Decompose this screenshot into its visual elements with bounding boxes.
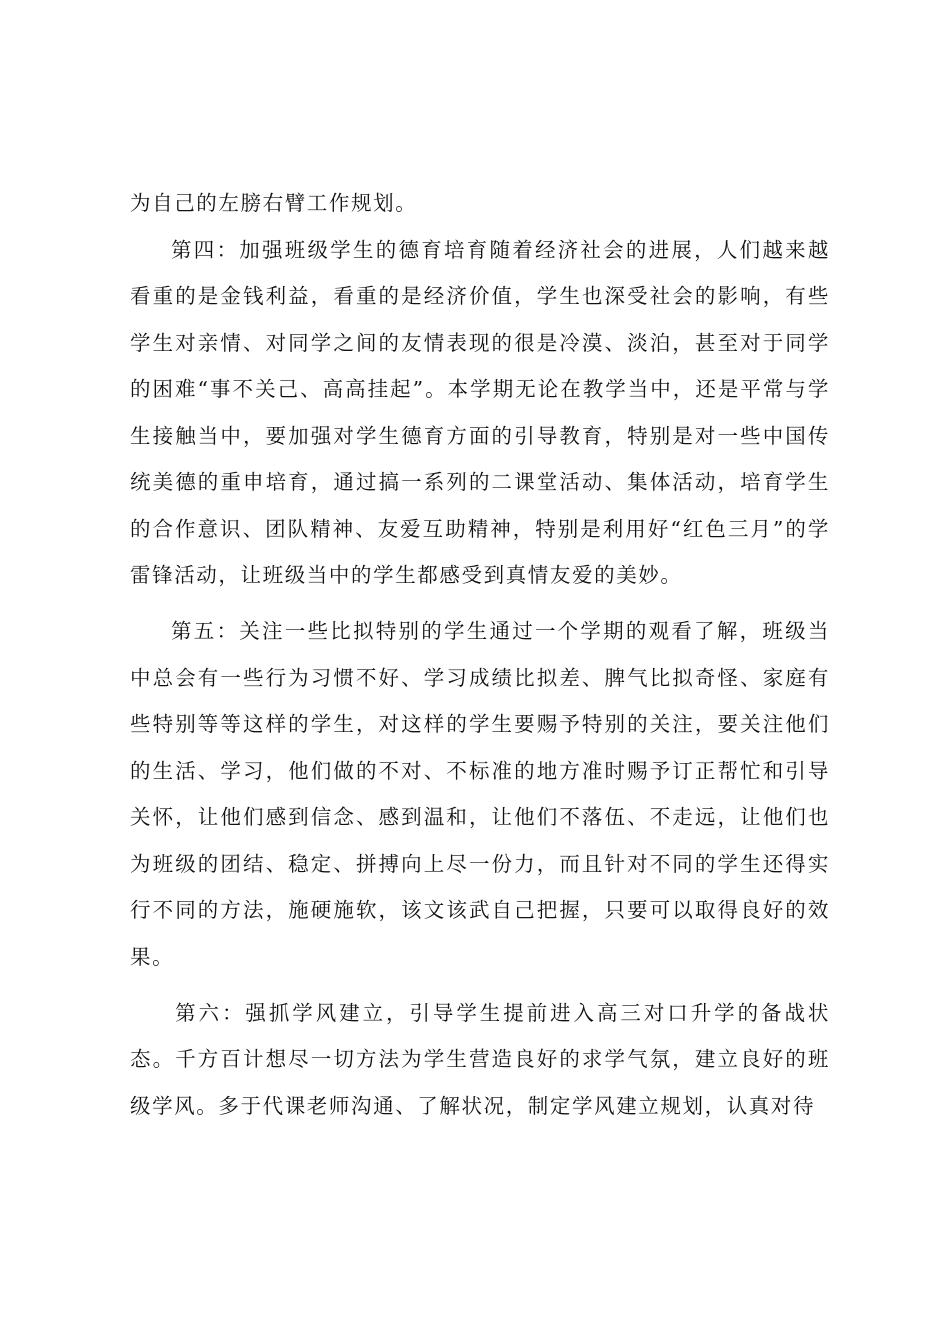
paragraph-moral-education: 第四：加强班级学生的德育培育随着经济社会的进展，人们越来越看重的是金钱利益，看重的是经济价值，学生也深受社会的影响，有些学生对亲情、对同学之间的友情表现的很是冷漠、淡泊，甚至对于同学的困难“事不关己、高高挂起”。本学期无论在教学当中，还是平常与学生接触当中，要加强对学生德育方面的引导教育，特别是对一些中国传统美德的重申培育，通过搞一系列的二课堂活动、集体活动，培育学生的合作意识、团队精神、友爱互助精神，特别是利用好“红色三月”的学雷锋活动，让班级当中的学生都感受到真情友爱的美妙。 [130,237,830,587]
document-body [130,180,830,1139]
paragraph-study-atmosphere: 第六：强抓学风建立，引导学生提前进入高三对口升学的备战状态。千方百计想尽一切方法为学生营造良好的求学气氛，建立良好的班级学风。多于代课老师沟通、了解状况，制定学风建立规划，认真对待 [130,1000,830,1118]
paragraph-continuation: 为自己的左膀右臂工作规划。 [130,191,418,215]
paragraph-special-students: 第五：关注一些比拟特别的学生通过一个学期的观看了解，班级当中总会有一些行为习惯不好、学习成绩比拟差、脾气比拟奇怪、家庭有些特别等等这样的学生，对这样的学生要赐予特别的关注，要关注他们的生活、学习，他们做的不对、不标准的地方准时赐予订正帮忙和引导关怀，让他们感到信念、感到温和，让他们不落伍、不走远，让他们也为班级的团结、稳定、拼搏向上尽一份力，而且针对不同的学生还得实行不同的方法，施硬施软，该文该武自己把握，只要可以取得良好的效果。 [130,619,830,969]
